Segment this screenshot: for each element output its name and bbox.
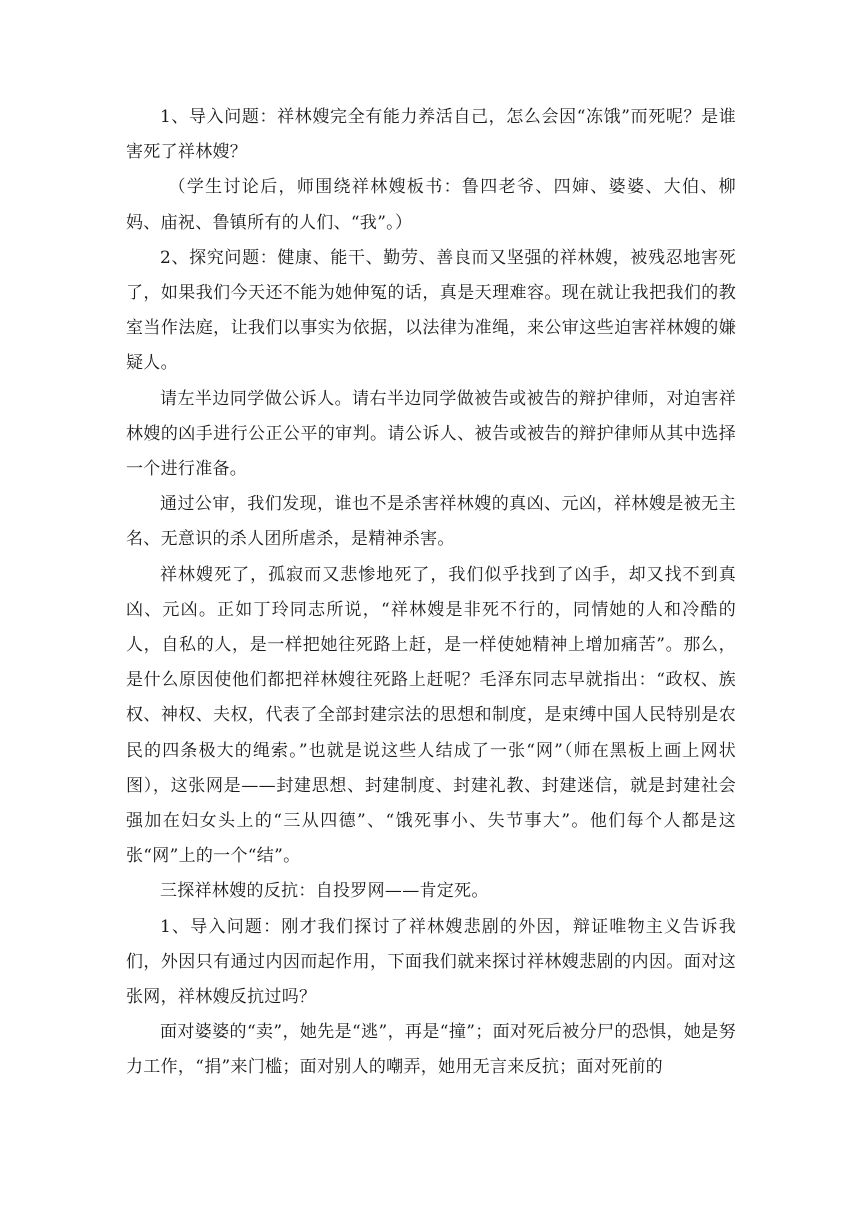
paragraph-question-3: 1、导入问题：刚才我们探讨了祥林嫂悲剧的外因，辩证唯物主义告诉我们，外因只有通过内因而起作用，下面我们就来探讨祥林嫂悲剧的内因。面对这张网，祥林嫂反抗过吗？: [126, 916, 736, 1008]
paragraph-trial-result: 通过公审，我们发现，谁也不是杀害祥林嫂的真凶、元凶，祥林嫂是被无主名、无意识的杀人团所虐杀，是精神杀害。: [126, 494, 736, 550]
paragraph-trial-roles: 请左半边同学做公诉人。请右半边同学做被告或被告的辩护律师，对迫害祥林嫂的凶手进行公正公平的审判。请公诉人、被告或被告的辩护律师从其中选择一个进行准备。: [126, 388, 736, 480]
paragraph-resistance: 面对婆婆的“卖”，她先是“逃”，再是“撞”；面对死后被分尸的恐惧，她是努力工作，“捐”来门槛；面对别人的嘲弄，她用无言来反抗；面对死前的: [126, 1022, 736, 1078]
paragraph-section-heading: 三探祥林嫂的反抗：自投罗网——肯定死。: [160, 881, 489, 902]
paragraph-board-note: （学生讨论后，师围绕祥林嫂板书：鲁四老爷、四婶、婆婆、大伯、柳妈、庙祝、鲁镇所有的人们、“我”。）: [126, 177, 736, 233]
paragraph-question-2: 2、探究问题：健康、能干、勤劳、善良而又坚强的祥林嫂，被残忍地害死了，如果我们今天还不能为她伸冤的话，真是天理难容。现在就让我把我们的教室当作法庭，让我们以事实为依据，以法律为准绳，来公审这些迫害祥林嫂的嫌疑人。: [126, 247, 736, 374]
paragraph-question-1: 1、导入问题：祥林嫂完全有能力养活自己，怎么会因“冻饿”而死呢？是谁害死了祥林嫂？: [126, 107, 736, 163]
paragraph-analysis: 祥林嫂死了，孤寂而又悲惨地死了，我们似乎找到了凶手，却又找不到真凶、元凶。正如丁玲同志所说，“祥林嫂是非死不行的，同情她的人和冷酷的人，自私的人，是一样把她往死路上赶，是一样使她精神上增加痛苦”。那么，是什么原因使他们都把祥林嫂往死路上赶呢？毛泽东同志早就指出：“政权、族权、神权、夫权，代表了全部封建宗法的思想和制度，是束缚中国人民特别是农民的四条极大的绳索。”也就是说这些人结成了一张“网”（师在黑板上画上网状图），这张网是——封建思想、封建制度、封建礼教、封建迷信，就是封建社会强加在妇女头上的“三从四德”、“饿死事小、失节事大”。他们每个人都是这张“网”上的一个“结”。: [126, 564, 736, 867]
document-body: [126, 100, 736, 1086]
